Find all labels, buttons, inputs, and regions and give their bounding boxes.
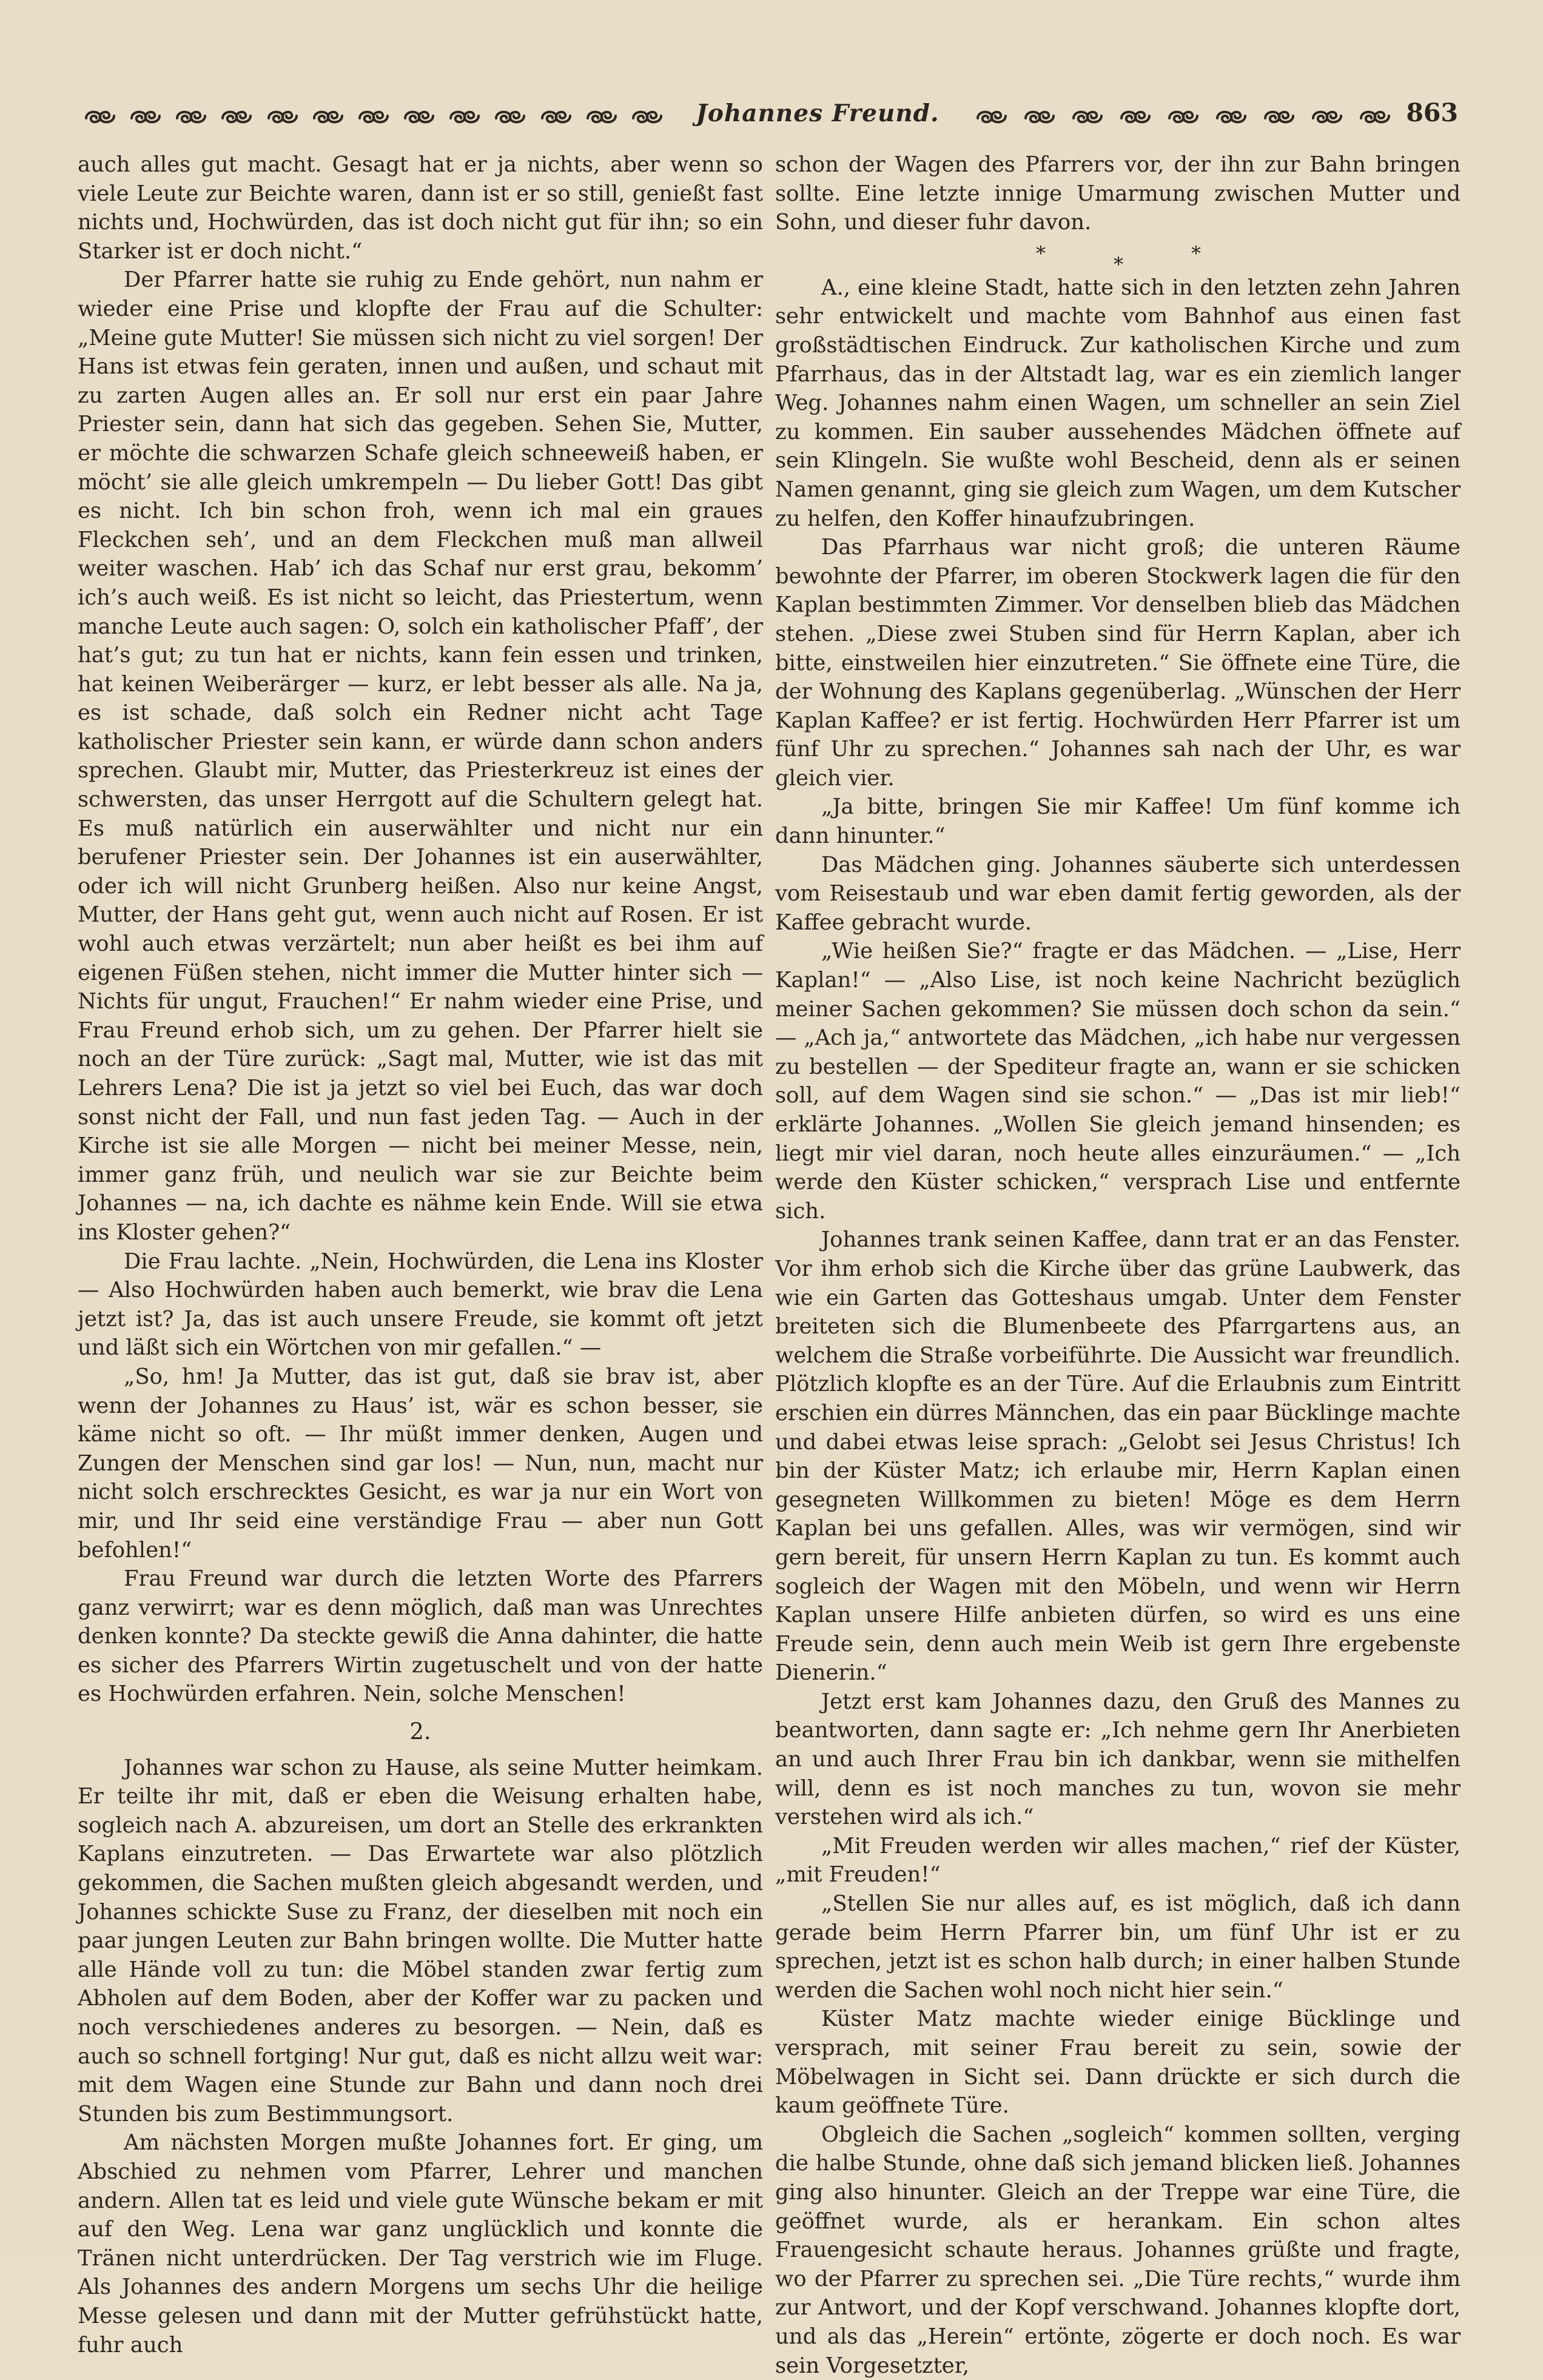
paragraph: Küster Matz machte wieder einige Bücklinge und versprach, mit seiner Frau bereit zu sein, sowie der Möbelwagen in Sicht sei. Dann drückte er sich durch die kaum geöffnete Türe. xyxy=(775,2006,1461,2119)
scroll-ornament-icon xyxy=(584,107,619,127)
paragraph: „Wie heißen Sie?“ fragte er das Mädchen. — „Lise, Herr Kaplan!“ — „Also Lise, ist noch keine Nachricht bezüglich meiner Sachen gekommen? Sie müssen doch schon da sein.“ — „Ach ja,“ antwortete das Mädchen, „ich habe nur vergessen zu bestellen — der Spediteur fragte an, wann er sie schicken soll, auf dem Wagen sind sie schon.“ — „Das ist mir lieb!“ erklärte Johannes. „Wollen Sie gleich jemand hinsenden; es liegt mir viel daran, noch heute alles einzuräumen.“ — „Ich werde den Küster schicken,“ versprach Lise und entfernte sich. xyxy=(775,939,1461,1224)
scroll-ornament-icon xyxy=(1357,107,1393,127)
scroll-ornament-icon xyxy=(356,107,391,127)
paragraph: Frau Freund war durch die letzten Worte des Pfarrers ganz verwirrt; war es denn möglich, daß man was Unrechtes denken konnte? Da steckte gewiß die Anna dahinter, die hatte es sicher des Pfarrers Wirtin zugetuschelt und von der hatte es Hochwürden erfahren. Nein, solche Menschen! xyxy=(78,1566,763,1707)
paragraph: Johannes trank seinen Kaffee, dann trat er an das Fenster. Vor ihm erhob sich die Kirche über das grüne Laubwerk, das wie ein Garten das Gotteshaus umgab. Unter dem Fenster breiteten sich die Blumenbeete des Pfarrgartens aus, an welchem die Straße vorbeiführte. Die Aussicht war freundlich. Plötzlich klopfte es an der Türe. Auf die Erlaubnis zum Eintritt erschien ein dürres Männchen, das ein paar Bücklinge machte und dabei etwas leise sprach: „Gelobt sei Jesus Christus! Ich bin der Küster Matz; ich erlaube mir, Herrn Kaplan einen gesegneten Willkommen zu bieten! Möge es dem Herrn Kaplan bei uns gefallen. Alles, was wir vermögen, sind wir gern bereit, für unsern Herrn Kaplan zu tun. Es kommt auch sogleich der Wagen mit den Möbeln, und wenn wir Herrn Kaplan unsere Hilfe anbieten dürfen, so wird es uns eine Freude sein, denn auch mein Weib ist gern Ihre ergebenste Dienerin.“ xyxy=(775,1227,1461,1686)
scroll-ornament-icon xyxy=(265,107,300,127)
paragraph: Johannes war schon zu Hause, als seine Mutter heimkam. Er teilte ihr mit, daß er eben die Weisung erhalten habe, sogleich nach A. abzureisen, um dort an Stelle des erkrankten Kaplans einzutreten. — Das Erwartete war also plötzlich gekommen, die Sachen mußten gleich abgesandt werden, und Johannes schickte Suse zu Franz, der dieselben mit noch ein paar jungen Leuten zur Bahn bringen wollte. Die Mutter hatte alle Hände voll zu tun: die Möbel standen zwar fertig zum Abholen auf dem Boden, aber der Koffer war zu packen und noch verschiedenes anderes zu besorgen. — Nein, daß es auch so schnell fortging! Nur gut, daß es nicht allzu weit war: mit dem Wagen eine Stunde zur Bahn und dann noch drei Stunden bis zum Bestimmungsort. xyxy=(78,1755,763,2127)
paragraph: „Mit Freuden werden wir alles machen,“ rief der Küster, „mit Freuden!“ xyxy=(775,1833,1461,1888)
section-number: 2. xyxy=(409,1718,431,1745)
scroll-ornament-icon xyxy=(402,107,437,127)
paragraph: Jetzt erst kam Johannes dazu, den Gruß des Mannes zu beantworten, dann sagte er: „Ich nehme gern Ihr Anerbieten an und auch Ihrer Frau bin ich dankbar, wenn sie mithelfen will, denn es ist noch manches zu tun, wovon sie mehr verstehen wird als ich.“ xyxy=(775,1689,1461,1830)
paragraph: A., eine kleine Stadt, hatte sich in den letzten zehn Jahren sehr entwickelt und machte vom Bahnhof aus einen fast großstädtischen Eindruck. Zur katholischen Kirche und zum Pfarrhaus, das in der Altstadt lag, war es ein ziemlich langer Weg. Johannes nahm einen Wagen, um schneller an sein Ziel zu kommen. Ein sauber aussehendes Mädchen öffnete auf sein Klingeln. Sie wußte wohl Bescheid, denn als er seinen Namen genannt, ging sie gleich zum Wagen, um dem Kutscher zu helfen, den Koffer hinaufzubringen. xyxy=(775,275,1461,531)
asterism-divider xyxy=(775,237,1461,276)
scroll-ornament-icon xyxy=(974,107,1009,127)
paragraph: Die Frau lachte. „Nein, Hochwürden, die Lena ins Kloster— Also Hochwürden haben auch bemerkt, wie brav die Lena jetzt ist? Ja, das ist auch unsere Freude, sie kommt oft jetzt und läßt sich ein Wörtchen von mir gefallen.“ — xyxy=(78,1249,763,1361)
scroll-ornament-icon xyxy=(1262,107,1297,127)
scroll-ornament-icon xyxy=(82,107,118,127)
scroll-ornament-icon xyxy=(128,107,163,127)
paragraph: Das Mädchen ging. Johannes säuberte sich unterdessen vom Reisestaub und war eben damit fertig geworden, als der Kaffee gebracht wurde. xyxy=(775,852,1461,935)
paragraph: Das Pfarrhaus war nicht groß; die unteren Räume bewohnte der Pfarrer, im oberen Stockwerk lagen die für den Kaplan bestimmten Zimmer. Vor denselben blieb das Mädchen stehen. „Diese zwei Stuben sind für Herrn Kaplan, aber ich bitte, einstweilen hier einzutreten.“ Sie öffnete eine Türe, die der Wohnung des Kaplans gegenüberlag. „Wünschen der Herr Kaplan Kaffee? er ist fertig. Hochwürden Herr Pfarrer ist um fünf Uhr zu sprechen.“ Johannes sah nach der Uhr, es war gleich vier. xyxy=(775,535,1461,791)
page-number: 863 xyxy=(1406,98,1458,127)
scroll-ornament-icon xyxy=(1022,107,1057,127)
scroll-ornament-icon xyxy=(630,107,665,127)
paragraph: schon der Wagen des Pfarrers vor, der ihn zur Bahn bringen sollte. Eine letzte innige Umarmung zwischen Mutter und Sohn, und dieser fuhr davon. xyxy=(775,152,1461,235)
scroll-ornament-icon xyxy=(311,107,346,127)
scroll-ornament-icon xyxy=(539,107,574,127)
paragraph: „Stellen Sie nur alles auf, es ist möglich, daß ich dann gerade beim Herrn Pfarrer bin, um fünf Uhr ist er zu sprechen, jetzt ist es schon halb durch; in einer halben Stunde werden die Sachen wohl noch nicht hier sein.“ xyxy=(775,1891,1461,2003)
scroll-ornament-icon xyxy=(1070,107,1105,127)
paragraph: Obgleich die Sachen „sogleich“ kommen sollten, verging die halbe Stunde, ohne daß sich jemand blicken ließ. Johannes ging also hinunter. Gleich an der Treppe war eine Türe, die geöffnet wurde, als er herankam. Ein schon altes Frauengesicht schaute heraus. Johannes grüßte und fragte, wo der Pfarrer zu sprechen sei. „Die Türe rechts,“ wurde ihm zur Antwort, und der Kopf verschwand. Johannes klopfte dort, und als das „Herein“ ertönte, zögerte er doch noch. Es war sein Vorgesetzter, xyxy=(775,2122,1461,2378)
ornament-row-left xyxy=(82,102,665,132)
scroll-ornament-icon xyxy=(1166,107,1201,127)
asterism-star: * xyxy=(1191,241,1201,265)
paragraph: Am nächsten Morgen mußte Johannes fort. Er ging, um Abschied zu nehmen vom Pfarrer, Lehrer und manchen andern. Allen tat es leid und viele gute Wünsche bekam er mit auf den Weg. Lena war ganz unglücklich und konnte die Tränen nicht unterdrücken. Der Tag verstrich wie im Fluge. Als Johannes des andern Morgens um sechs Uhr die heilige Messe gelesen und dann mit der Mutter gefrühstückt hatte, fuhr auch xyxy=(78,2130,763,2358)
paragraph: auch alles gut macht. Gesagt hat er ja nichts, aber wenn so viele Leute zur Beichte waren, dann ist er so still, genießt fast nichts und, Hochwürden, das ist doch nicht gut für ihn; so ein Starker ist er doch nicht.“ xyxy=(78,152,763,264)
scroll-ornament-icon xyxy=(1118,107,1153,127)
scroll-ornament-icon xyxy=(173,107,209,127)
running-title: Johannes Freund. xyxy=(696,99,940,127)
ornament-row-right xyxy=(974,102,1393,132)
scroll-ornament-icon xyxy=(1214,107,1249,127)
asterism-star: * xyxy=(1114,252,1123,276)
paragraph: „So, hm! Ja Mutter, das ist gut, daß sie brav ist, aber wenn der Johannes zu Haus’ ist, wär es schon besser, sie käme nicht so oft. — Ihr müßt immer denken, Augen und Zungen der Menschen sind gar los! — Nun, nun, macht nur nicht solch erschrecktes Gesicht, es war ja nur ein Wort von mir, und Ihr seid eine verständige Frau — aber nun Gott befohlen!“ xyxy=(78,1364,763,1563)
scroll-ornament-icon xyxy=(492,107,528,127)
paragraph: Der Pfarrer hatte sie ruhig zu Ende gehört, nun nahm er wieder eine Prise und klopfte der Frau auf die Schulter: „Meine gute Mutter! Sie müssen sich nicht zu viel sorgen! Der Hans ist etwas fein geraten, innen und außen, und schaut mit zu zarten Augen alles an. Er soll nur erst ein paar Jahre Priester sein, dann hat sich das gegeben. Sehen Sie, Mutter, er möchte die schwarzen Schafe gleich schneeweiß haben, er möcht’ sie alle gleich umkrempeln — Du lieber Gott! Das gibt es nicht. Ich bin schon froh, wenn ich mal ein graues Fleckchen seh’, und an dem Fleckchen muß man allweil weiter waschen. Hab’ ich das Schaf nur erst grau, bekomm’ ich’s auch weiß. Es ist nicht so leicht, das Priestertum, wenn manche Leute auch sagen: O, solch ein katholischer Pfaff’, der hat’s gut; zu tun hat er nichts, kann fein essen und trinken, hat keinen Weiberärger — kurz, er lebt besser als alle. Na ja, es ist schade, daß solch ein Redner nicht acht Tage katholischer Priester sein kann, er würde dann schon anders sprechen. Glaubt mir, Mutter, das Priesterkreuz ist eines der schwersten, das unser Herrgott auf die Schultern gelegt hat. Es muß natürlich ein auserwählter und nicht nur ein berufener Priester sein. Der Johannes ist ein auserwählter, oder ich will nicht Grunberg heißen. Also nur keine Angst, Mutter, der Hans geht gut, wenn auch nicht auf Rosen. Er ist wohl auch etwas verzärtelt; nun aber heißt es bei ihm auf eigenen Füßen stehen, nicht immer die Mutter hinter sich — Nichts für ungut, Frauchen!“ Er nahm wieder eine Prise, und Frau Freund erhob sich, um zu gehen. Der Pfarrer hielt sie noch an der Türe zurück: „Sagt mal, Mutter, wie ist das mit Lehrers Lena? Die ist ja jetzt so viel bei Euch, das war doch sonst nicht der Fall, und nun fast jeden Tag. — Auch in der Kirche ist sie alle Morgen — nicht bei meiner Messe, nein, immer ganz früh, und neulich war sie zur Beichte beim Johannes — na, ich dachte es nähme kein Ende. Will sie etwa ins Kloster gehen?“ xyxy=(78,267,763,1245)
scroll-ornament-icon xyxy=(1309,107,1345,127)
left-column xyxy=(78,150,763,2359)
right-column xyxy=(775,150,1461,2380)
running-header xyxy=(78,96,1458,138)
scroll-ornament-icon xyxy=(219,107,254,127)
paragraph: „Ja bitte, bringen Sie mir Kaffee! Um fünf komme ich dann hinunter.“ xyxy=(775,794,1461,849)
asterism-star: * xyxy=(1036,241,1046,265)
scroll-ornament-icon xyxy=(447,107,482,127)
